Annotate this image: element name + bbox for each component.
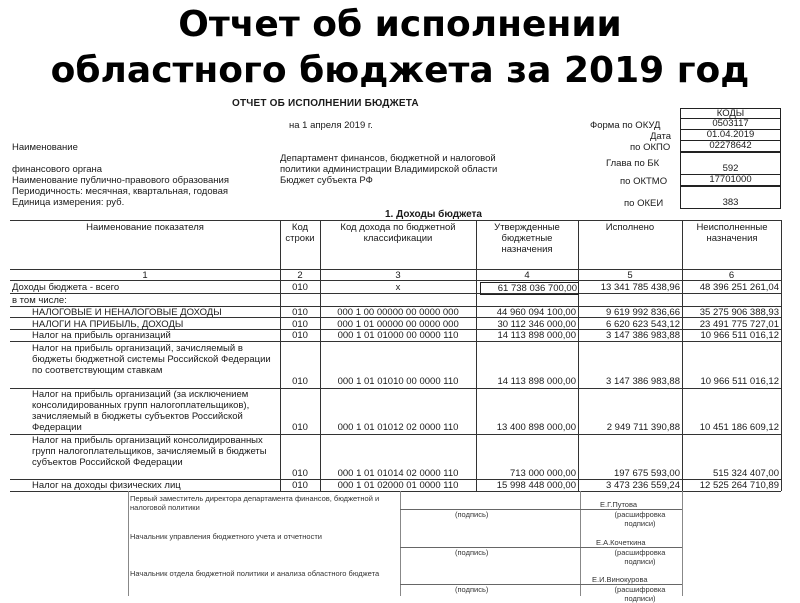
col-number: 4 [524, 270, 530, 281]
row-line-code: 010 [292, 307, 308, 318]
row-name: Налог на прибыль организаций [32, 330, 171, 341]
row-unexecuted: 515 324 407,00 [712, 468, 779, 479]
row-unexecuted: 12 525 264 710,89 [699, 480, 779, 491]
form-code: 0503117 [680, 118, 781, 130]
row-name: Налог на доходы физических лиц [32, 480, 181, 491]
budget-report-document [10, 96, 781, 603]
row-income-code: 000 1 01 01000 00 0000 110 [337, 330, 459, 341]
signatory-position: Первый заместитель директора департамента финансов, бюджетной и налоговой политики [130, 494, 380, 512]
form-label: Форма по ОКУД [590, 120, 661, 131]
row-income-code: 000 1 01 01010 00 0000 110 [337, 376, 459, 387]
signature-decode-label: (расшифровка подписи) [614, 548, 666, 566]
ppo-label: Наименование публично-правового образования [12, 175, 229, 186]
okpo-label: по ОКПО [630, 142, 671, 153]
row-approved: 15 998 448 000,00 [496, 480, 576, 491]
signatory-name: Е.Г.Путова [600, 500, 638, 509]
glava-label: Глава по БК [606, 158, 660, 169]
name-label: Наименование [12, 142, 78, 153]
signatory-name: Е.А.Кочеткина [596, 538, 646, 547]
slide-title-line-1: Отчет об исполнении [178, 4, 622, 45]
row-income-code: 000 1 01 01014 02 0000 110 [337, 468, 459, 479]
row-unexecuted: 10 451 186 609,12 [699, 422, 779, 433]
row-line-code: 010 [292, 282, 308, 293]
org-label: финансового органа [12, 164, 103, 175]
date-label: Дата [650, 131, 672, 142]
row-name: Доходы бюджета - всего [12, 282, 120, 293]
col-number: 2 [297, 270, 303, 281]
col-header-approved: Утвержденные бюджетные назначения [494, 222, 560, 255]
oktmo-value: 17701000 [680, 174, 781, 186]
oktmo-label: по ОКТМО [620, 176, 668, 187]
row-line-code: 010 [292, 422, 308, 433]
row-income-code: 000 1 01 01012 02 0000 110 [337, 422, 459, 433]
col-header-income-code: Код дохода по бюджетной классификации [340, 222, 456, 244]
row-executed: 13 341 785 438,96 [600, 282, 680, 293]
row-approved: 14 113 898 000,00 [497, 376, 576, 387]
signatory-name: Е.И.Винокурова [592, 575, 648, 584]
col-header-name: Наименование показателя [86, 222, 204, 233]
row-unexecuted: 48 396 251 261,04 [699, 282, 779, 293]
row-unexecuted: 35 275 906 388,93 [699, 307, 779, 318]
period-label: Периодичность: месячная, квартальная, годовая [12, 186, 228, 197]
row-line-code: 010 [292, 376, 308, 387]
signature-label: (подпись) [455, 510, 489, 519]
unit-label: Единица измерения: руб. [12, 197, 125, 208]
org-value-line-2: политики администрации Владимирской области [280, 164, 498, 175]
col-header-line-code: Код строки [285, 222, 315, 244]
row-executed: 6 620 623 543,12 [606, 319, 680, 330]
row-line-code: 010 [292, 330, 308, 341]
signature-decode-label: (расшифровка подписи) [614, 585, 666, 603]
col-header-executed: Исполнено [605, 222, 655, 233]
slide-title [0, 0, 800, 94]
row-executed: 3 147 386 983,88 [606, 376, 680, 387]
row-income-code: 000 1 01 02000 01 0000 110 [337, 480, 459, 491]
row-name: в том числе: [12, 295, 67, 306]
row-name: НАЛОГИ НА ПРИБЫЛЬ, ДОХОДЫ [32, 319, 184, 330]
okei-label: по ОКЕИ [624, 198, 664, 209]
col-header-unexecuted: Неисполненные назначения [696, 222, 768, 244]
report-date-line: на 1 апреля 2019 г. [289, 120, 373, 131]
row-income-code: 000 1 00 00000 00 0000 000 [337, 307, 459, 318]
col-number: 6 [728, 270, 735, 281]
section-title: 1. Доходы бюджета [385, 209, 482, 220]
org-value-line-1: Департамент финансов, бюджетной и налоговой [280, 153, 496, 164]
glava-value: 592 [680, 152, 781, 175]
row-unexecuted: 10 966 511 016,12 [700, 376, 779, 387]
row-name: Налог на прибыль организаций, зачисляемый в бюджеты бюджетной системы Российской Федерации по соответствующим ставкам [32, 343, 271, 376]
row-approved: 30 112 346 000,00 [497, 319, 576, 330]
row-name: Налог на прибыль организаций (за исключением консолидированных групп налогоплательщиков), зачисляемый в бюджеты субъектов Российской Федерации [32, 389, 250, 433]
row-approved: 44 960 094 100,00 [496, 307, 576, 318]
row-executed: 197 675 593,00 [613, 468, 680, 479]
row-line-code: 010 [292, 319, 308, 330]
row-name: Налог на прибыль организаций консолидированных групп налогоплательщиков, зачисляемый в бюджеты субъектов Российской Федерации [32, 435, 267, 468]
row-approved: 713 000 000,00 [509, 468, 576, 479]
signatory-position: Начальник отдела бюджетной политики и анализа областного бюджета [130, 569, 380, 578]
row-income-code: 000 1 01 00000 00 0000 000 [337, 319, 459, 330]
ppo-value: Бюджет субъекта РФ [280, 175, 373, 186]
row-line-code: 010 [292, 480, 308, 491]
row-executed: 3 147 386 983,88 [606, 330, 680, 341]
signature-label: (подпись) [455, 585, 489, 594]
row-executed: 9 619 992 836,66 [606, 307, 680, 318]
row-approved: 13 400 898 000,00 [496, 422, 576, 433]
col-number: 5 [627, 270, 633, 281]
signature-label: (подпись) [455, 548, 489, 557]
row-income-code: x [395, 282, 401, 293]
row-approved: 61 738 036 700,00 [480, 282, 579, 295]
row-line-code: 010 [292, 468, 308, 479]
okei-value: 383 [680, 186, 781, 209]
row-unexecuted: 23 491 775 727,01 [699, 319, 779, 330]
signatory-position: Начальник управления бюджетного учета и отчетности [130, 532, 322, 541]
row-unexecuted: 10 966 511 016,12 [700, 330, 779, 341]
row-executed: 2 949 711 390,88 [606, 422, 680, 433]
okpo-value: 02278642 [680, 140, 781, 152]
row-name: НАЛОГОВЫЕ И НЕНАЛОГОВЫЕ ДОХОДЫ [32, 307, 222, 318]
report-heading: ОТЧЕТ ОБ ИСПОЛНЕНИИ БЮДЖЕТА [232, 98, 419, 109]
row-executed: 3 473 236 559,24 [606, 480, 680, 491]
codes-header: КОДЫ [680, 108, 781, 119]
col-number: 1 [142, 270, 148, 281]
signature-decode-label: (расшифровка подписи) [614, 510, 666, 528]
col-number: 3 [395, 270, 401, 281]
row-approved: 14 113 898 000,00 [497, 330, 576, 341]
slide-title-line-2: областного бюджета за 2019 год [50, 50, 750, 91]
date-value: 01.04.2019 [680, 129, 781, 141]
